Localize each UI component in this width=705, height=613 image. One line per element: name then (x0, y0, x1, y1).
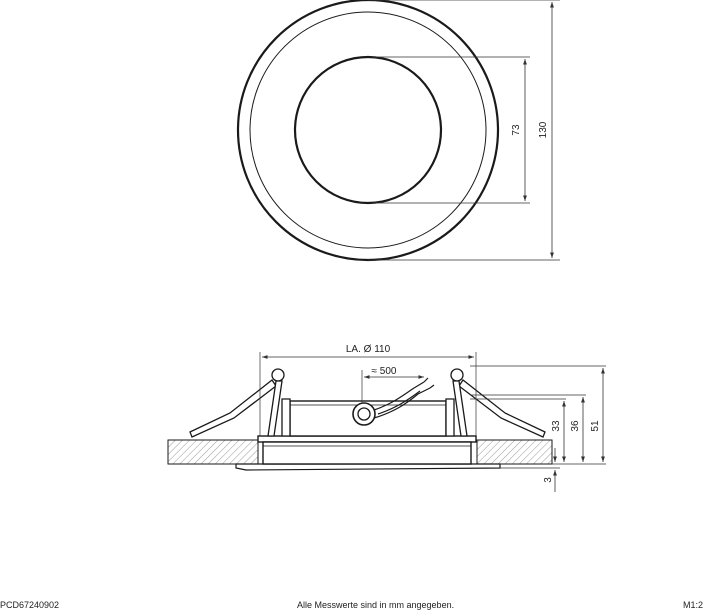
top-view (238, 0, 560, 260)
height-51-label: 51 (590, 420, 601, 432)
cable-length-label: ≈ 500 (371, 366, 397, 377)
height-36-label: 36 (570, 420, 581, 432)
outer-rim-circle (238, 0, 498, 260)
side-view (168, 344, 606, 492)
ceiling-right (477, 440, 552, 464)
left-spring-clip (190, 369, 290, 437)
right-spring-clip (446, 369, 545, 437)
outer-diameter-label: 130 (538, 121, 549, 139)
outer-rim-inner-circle (250, 12, 486, 248)
trim-thickness-label: 3 (543, 477, 554, 483)
ceiling-left (168, 440, 258, 464)
housing-body (263, 442, 471, 464)
housing-base (258, 436, 476, 442)
aperture-circle (295, 57, 441, 203)
measurement-note: Alle Messwerte sind in mm angegeben. (297, 600, 455, 610)
height-33-label: 33 (551, 420, 562, 432)
cutout-diameter-label: LA. Ø 110 (345, 344, 391, 355)
product-code: PCD67240902 (0, 600, 60, 610)
inner-diameter-label: 73 (511, 124, 522, 136)
scale-label: M1:2 (682, 600, 703, 610)
trim-ring (236, 464, 500, 470)
